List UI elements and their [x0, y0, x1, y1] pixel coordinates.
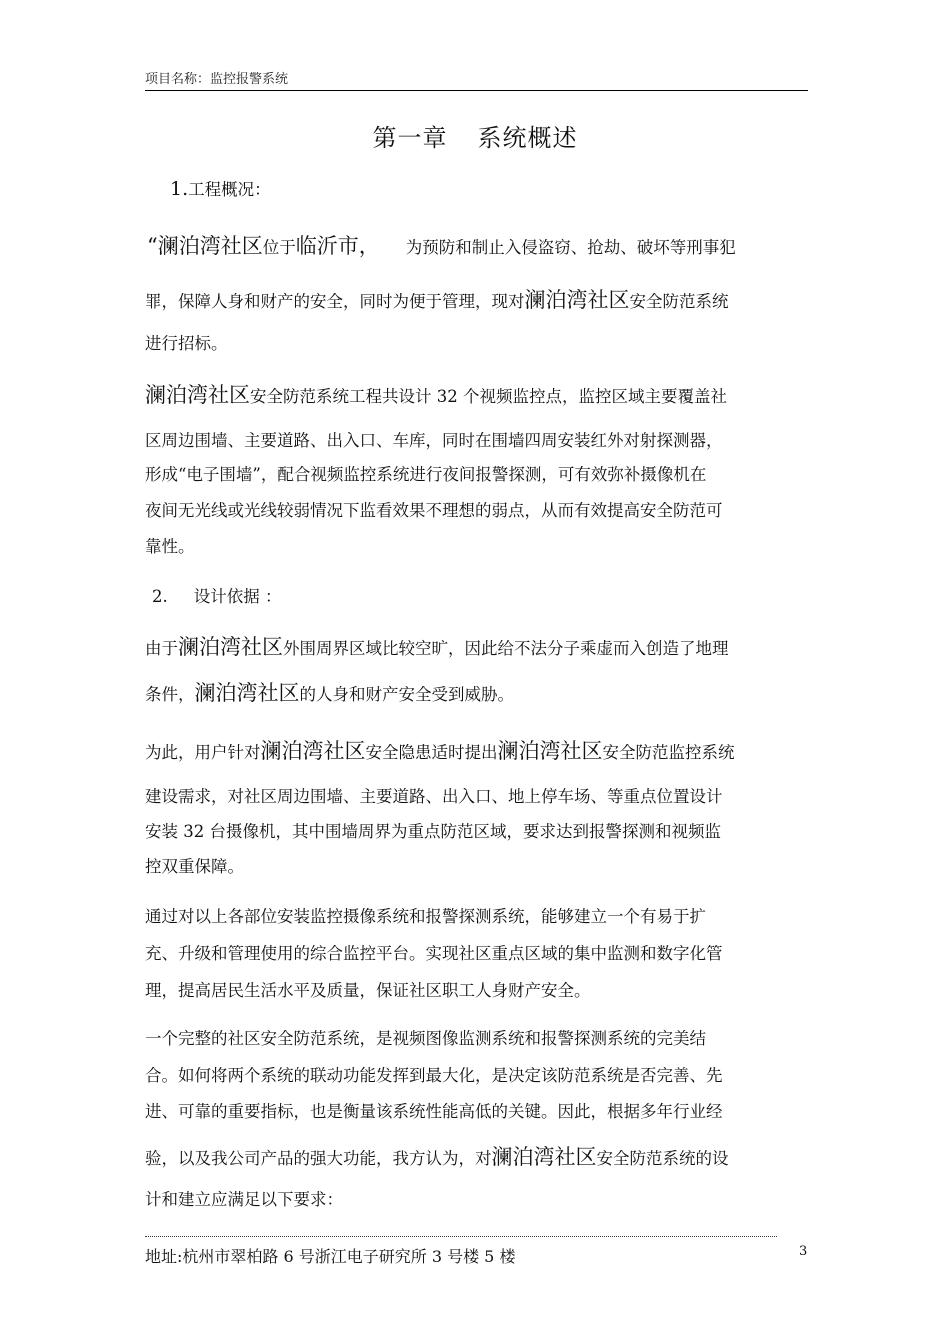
paragraph-2-line-3: 形成“电子围墙”，配合视频监控系统进行夜间报警探测，可有效弥补摄像机在 — [145, 465, 707, 484]
footer-address: 地址:杭州市翠柏路 6 号浙江电子研究所 3 号楼 5 楼 — [145, 1247, 516, 1266]
paragraph-4-line-1: 为此，用户针对澜泊湾社区安全隐患适时提出澜泊湾社区安全防范监控系统 — [145, 739, 735, 763]
paragraph-3-line-2: 条件，澜泊湾社区的人身和财产安全受到威胁。 — [145, 681, 514, 705]
paragraph-2-line-2: 区周边围墙、主要道路、出入口、车库，同时在围墙四周安装红外对射探测器， — [145, 431, 723, 450]
paragraph-4-line-2: 建设需求，对社区周边围墙、主要道路、出入口、地上停车场、等重点位置设计 — [145, 787, 723, 806]
page-number: 3 — [799, 1244, 808, 1259]
section-2-heading: 2. 设计依据 ： — [152, 587, 282, 606]
paragraph-5-line-1: 通过对以上各部位安装监控摄像系统和报警探测系统，能够建立一个有易于扩 — [145, 907, 706, 926]
chapter-name: 系统概述 — [477, 124, 578, 152]
page-header: 项目名称：监控报警系统 — [145, 68, 808, 91]
paragraph-5-line-2: 充、升级和管理使用的综合监控平台。实现社区重点区域的集中监测和数字化管 — [145, 944, 723, 963]
section-1-heading: 1.工程概况： — [170, 178, 271, 200]
paragraph-6-line-2: 合。如何将两个系统的联动功能发挥到最大化，是决定该防范系统是否完善、先 — [145, 1066, 723, 1085]
paragraph-2-line-5: 靠性。 — [145, 537, 195, 556]
paragraph-4-line-4: 控双重保障。 — [145, 857, 244, 876]
paragraph-1-line-2: 罪，保障人身和财产的安全，同时为便于管理，现对澜泊湾社区安全防范系统 — [145, 288, 729, 312]
paragraph-1-line-1: “澜泊湾社区位于临沂市， 为预防和制止入侵盗窃、抢劫、破坏等刑事犯 — [147, 234, 736, 258]
paragraph-1-line-3: 进行招标。 — [145, 334, 228, 353]
paragraph-2-line-1: 澜泊湾社区安全防范系统工程共设计 32 个视频监控点，监控区域主要覆盖社 — [145, 383, 727, 407]
paragraph-4-line-3: 安装 32 台摄像机，其中围墙周界为重点防范区域，要求达到报警探测和视频监 — [145, 822, 721, 841]
footer-divider — [145, 1236, 777, 1237]
paragraph-6-line-5: 计和建立应满足以下要求： — [145, 1190, 343, 1209]
chapter-title — [0, 118, 950, 153]
chapter-number: 第一章 — [372, 124, 448, 152]
paragraph-5-line-3: 理，提高居民生活水平及质量，保证社区职工人身财产安全。 — [145, 981, 591, 1000]
paragraph-6-line-1: 一个完整的社区安全防范系统，是视频图像监测系统和报警探测系统的完美结 — [145, 1029, 706, 1048]
paragraph-6-line-4: 验，以及我公司产品的强大功能，我方认为，对澜泊湾社区安全防范系统的设 — [145, 1145, 729, 1169]
paragraph-6-line-3: 进、可靠的重要指标，也是衡量该系统性能高低的关键。因此，根据多年行业经 — [145, 1102, 723, 1121]
paragraph-2-line-4: 夜间无光线或光线较弱情况下监看效果不理想的弱点，从而有效提高安全防范可 — [145, 501, 723, 520]
paragraph-3-line-1: 由于澜泊湾社区外围周界区域比较空旷，因此给不法分子乘虚而入创造了地理 — [145, 635, 729, 659]
